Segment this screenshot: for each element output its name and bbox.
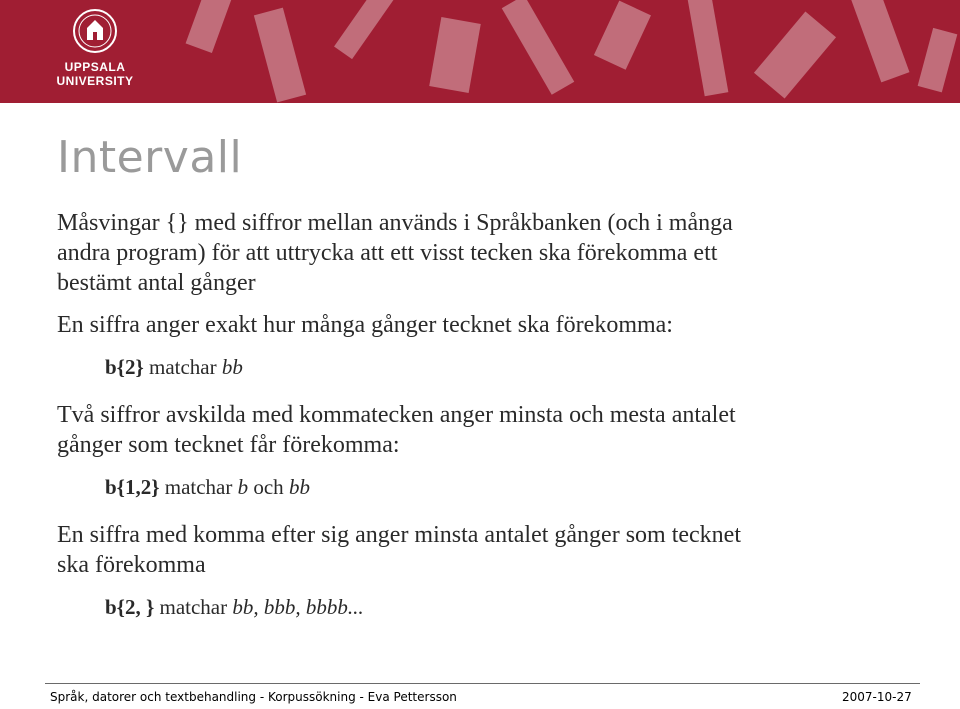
paragraph-3: Två siffror avskilda med kommatecken anger minsta och mesta antalet gånger som tecknet får förekomma: bbox=[57, 402, 736, 458]
example-1: b{2} matchar bb bbox=[105, 355, 243, 379]
paragraph-1: Måsvingar {} med siffror mellan används i Språkbanken (och i många andra program) för att uttrycka att ett visst tecken ska förekomma ett bestämt antal gånger bbox=[57, 210, 733, 296]
paragraph-4: En siffra med komma efter sig anger minsta antalet gånger som tecknet ska förekomma bbox=[57, 522, 741, 578]
footer-date: 2007-10-27 bbox=[842, 690, 912, 704]
slide-title: Intervall bbox=[57, 132, 243, 183]
university-name: UPPSALA UNIVERSITY bbox=[56, 60, 134, 88]
footer-course-info: Språk, datorer och textbehandling - Korpussökning - Eva Pettersson bbox=[50, 690, 457, 704]
example-2: b{1,2} matchar b och bb bbox=[105, 475, 310, 499]
paragraph-2: En siffra anger exakt hur många gånger tecknet ska förekomma: bbox=[57, 312, 673, 338]
header-banner bbox=[0, 0, 960, 103]
slide-body bbox=[57, 208, 937, 620]
footer-divider bbox=[45, 683, 920, 684]
university-seal-icon bbox=[72, 8, 118, 54]
example-3: b{2, } matchar bb, bbb, bbbb... bbox=[105, 595, 364, 619]
banner-pattern bbox=[155, 0, 960, 103]
university-logo bbox=[40, 8, 150, 96]
